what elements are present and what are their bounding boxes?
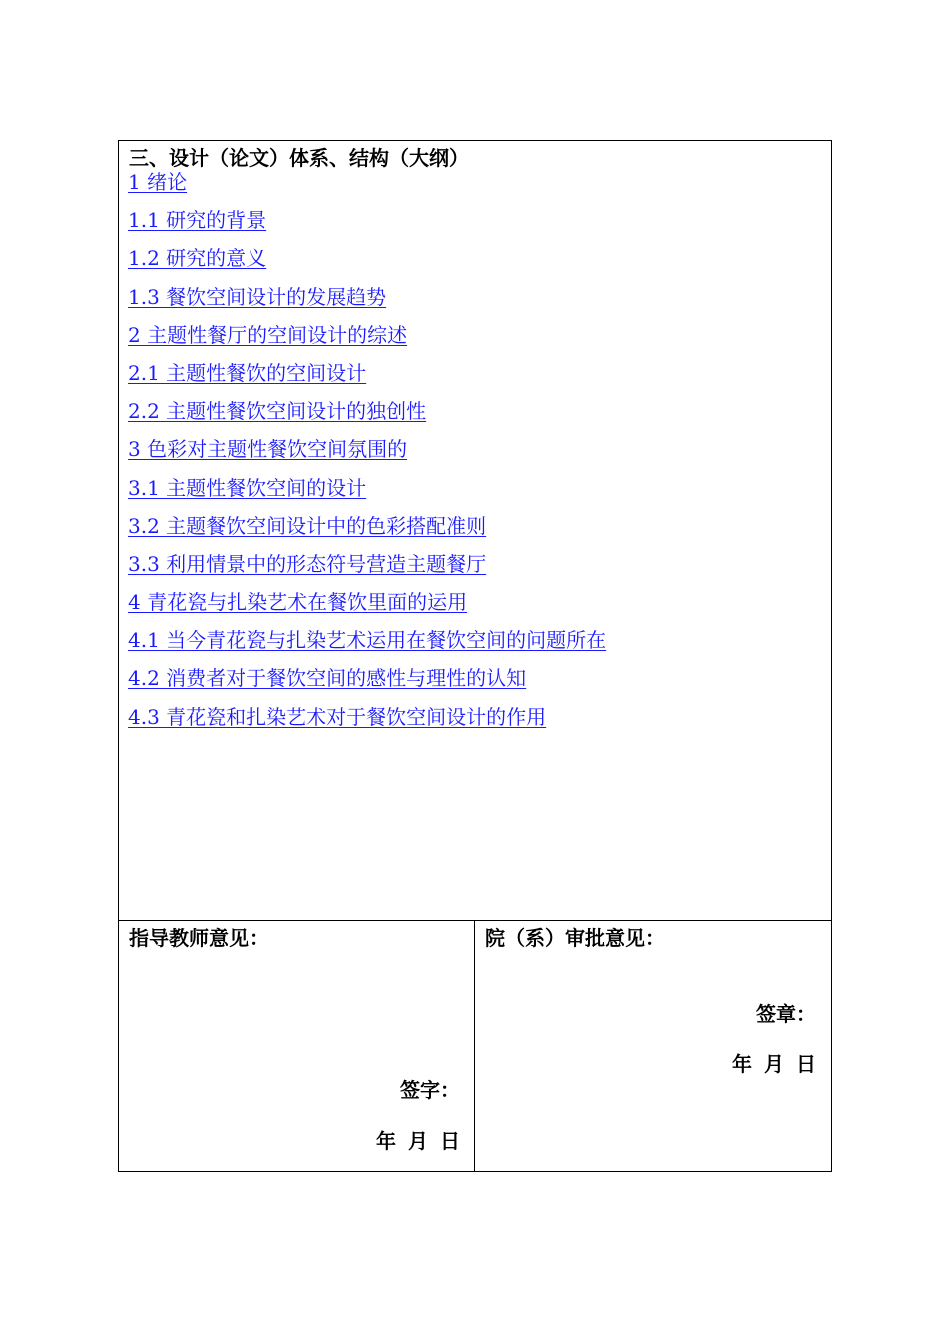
toc-item [128,244,606,282]
toc-link[interactable]: 3 色彩对主题性餐饮空间氛围的 [128,437,408,462]
toc-item [128,550,606,588]
toc-link[interactable]: 4.3 青花瓷和扎染艺术对于餐饮空间设计的作用 [128,704,547,729]
day-label: 日 [440,1129,462,1153]
toc-link[interactable]: 4.2 消费者对于餐饮空间的感性与理性的认知 [128,666,527,691]
advisor-opinion-label: 指导教师意见： [129,926,269,950]
toc-link[interactable]: 3.1 主题性餐饮空间的设计 [128,475,367,500]
toc-item [128,474,606,512]
toc-link[interactable]: 1.2 研究的意义 [128,246,267,271]
toc-item [128,703,606,741]
toc-item [128,397,606,435]
toc-item [128,664,606,702]
toc-item [128,168,606,206]
toc-item [128,359,606,397]
toc-link[interactable]: 2 主题性餐厅的空间设计的综述 [128,322,408,347]
toc-link[interactable]: 2.2 主题性餐饮空间设计的独创性 [128,399,427,424]
opinion-row [119,921,831,1171]
proposal-form-table [118,140,832,1172]
advisor-opinion-cell [119,921,475,1171]
toc-link[interactable]: 3.3 利用情景中的形态符号营造主题餐厅 [128,551,487,576]
month-label: 月 [408,1129,430,1153]
toc-link[interactable]: 3.2 主题餐饮空间设计中的色彩搭配准则 [128,513,487,538]
toc-link[interactable]: 1 绪论 [128,170,188,194]
advisor-signature-label: 签字： [400,1078,460,1102]
toc-link[interactable]: 2.1 主题性餐饮的空间设计 [128,360,367,385]
section-heading: 三、设计（论文）体系、结构（大纲） [129,146,469,170]
toc-item [128,512,606,550]
toc-link[interactable]: 4.1 当今青花瓷与扎染艺术运用在餐饮空间的问题所在 [128,628,607,653]
department-date-line [732,1051,818,1077]
toc-link[interactable]: 1.3 餐饮空间设计的发展趋势 [128,284,387,309]
toc-link[interactable]: 1.1 研究的背景 [128,208,267,233]
toc-item [128,206,606,244]
department-seal-label: 签章： [756,1002,816,1026]
year-label: 年 [376,1129,398,1153]
day-label: 日 [796,1052,818,1076]
toc-item [128,283,606,321]
toc-item [128,321,606,359]
department-approval-cell [475,921,831,1171]
toc-link[interactable]: 4 青花瓷与扎染艺术在餐饮里面的运用 [128,590,468,615]
toc-list [128,168,606,741]
toc-item [128,588,606,626]
month-label: 月 [764,1052,786,1076]
toc-item [128,626,606,664]
toc-item [128,435,606,473]
advisor-date-line [376,1128,462,1154]
year-label: 年 [732,1052,754,1076]
outline-cell [119,141,831,921]
department-approval-label: 院（系）审批意见： [485,926,665,950]
